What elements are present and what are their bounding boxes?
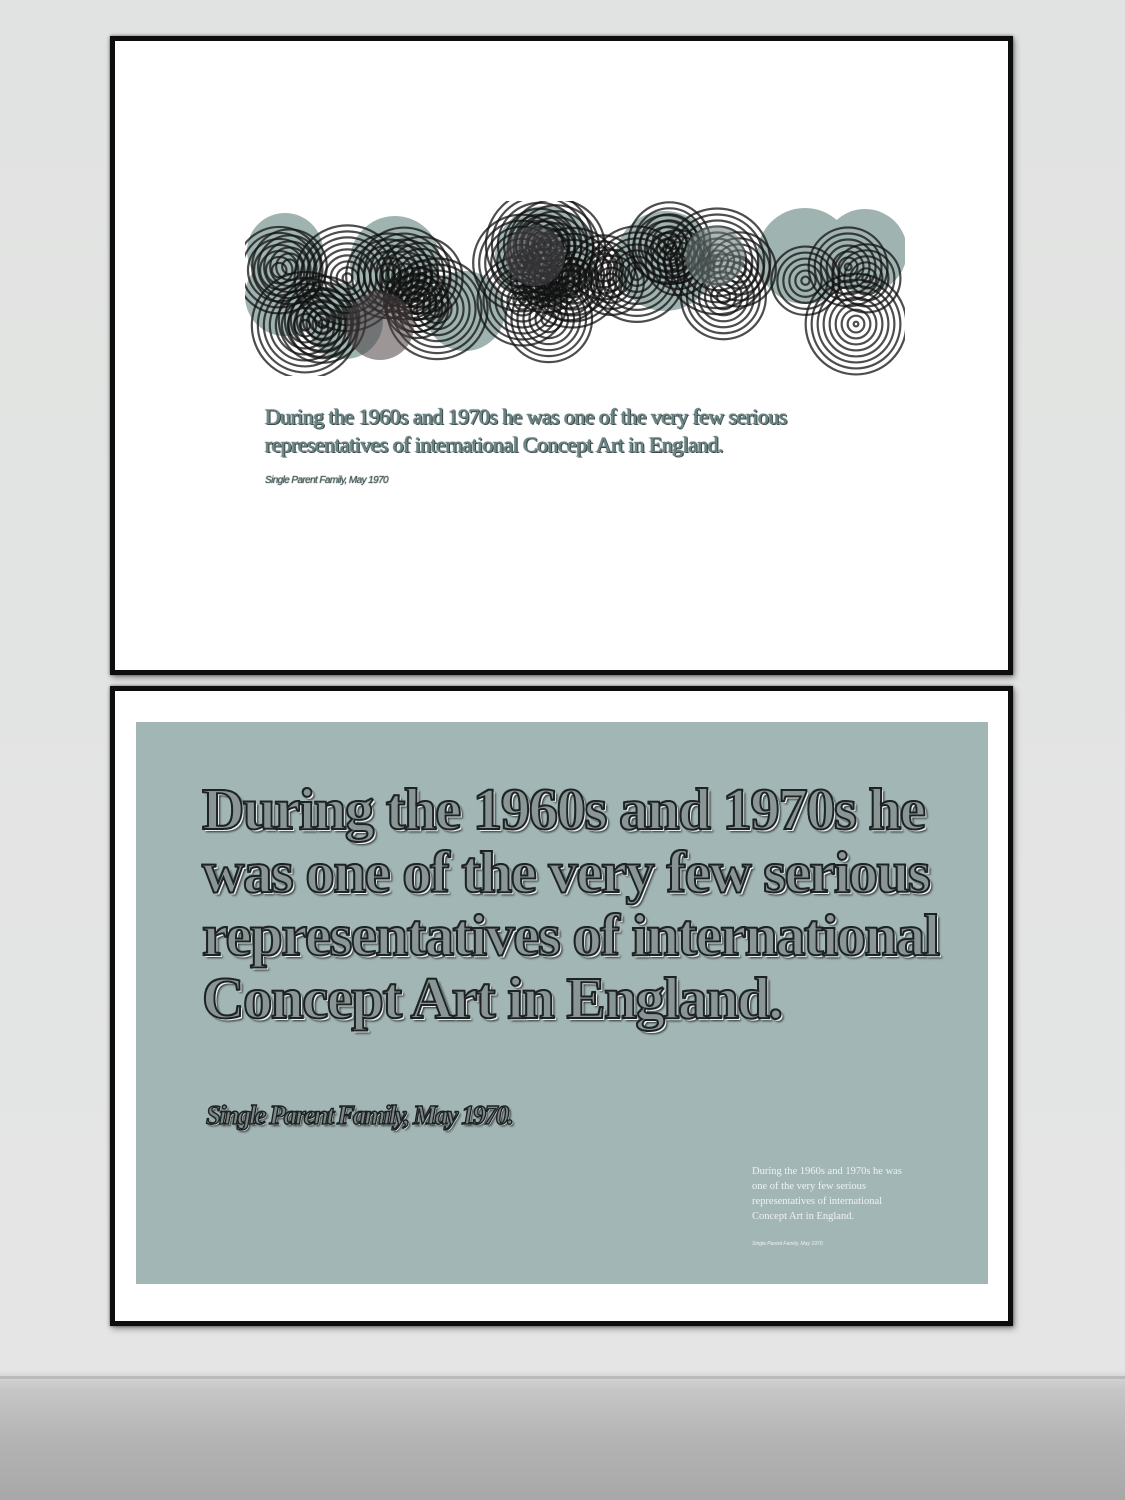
top-print-credit: Single Parent Family, May 1970 xyxy=(265,475,388,486)
sage-panel xyxy=(136,722,988,1284)
large-patterned-credit: Single Parent Family, May 1970. xyxy=(206,1100,513,1130)
accent-disc xyxy=(346,292,414,360)
small-quote: During the 1960s and 1970s he was one of the very few serious representatives of international Concept Art in England. xyxy=(752,1166,902,1222)
small-credit: Single Parent Family, May 1970. xyxy=(752,1241,824,1247)
large-patterned-quote: During the 1960s and 1970s he was one of the very few serious representatives of international Concept Art in England. xyxy=(202,776,939,1031)
op-art-circle-pattern xyxy=(245,201,905,376)
floor-line xyxy=(0,1376,1125,1379)
top-print-quote: During the 1960s and 1970s he was one of the very few serious representatives of international Concept Art in England. xyxy=(265,404,787,457)
bottom-framed-print xyxy=(110,686,1013,1326)
accent-disc xyxy=(685,226,745,286)
accent-disc xyxy=(505,226,565,286)
top-framed-print xyxy=(110,36,1013,675)
